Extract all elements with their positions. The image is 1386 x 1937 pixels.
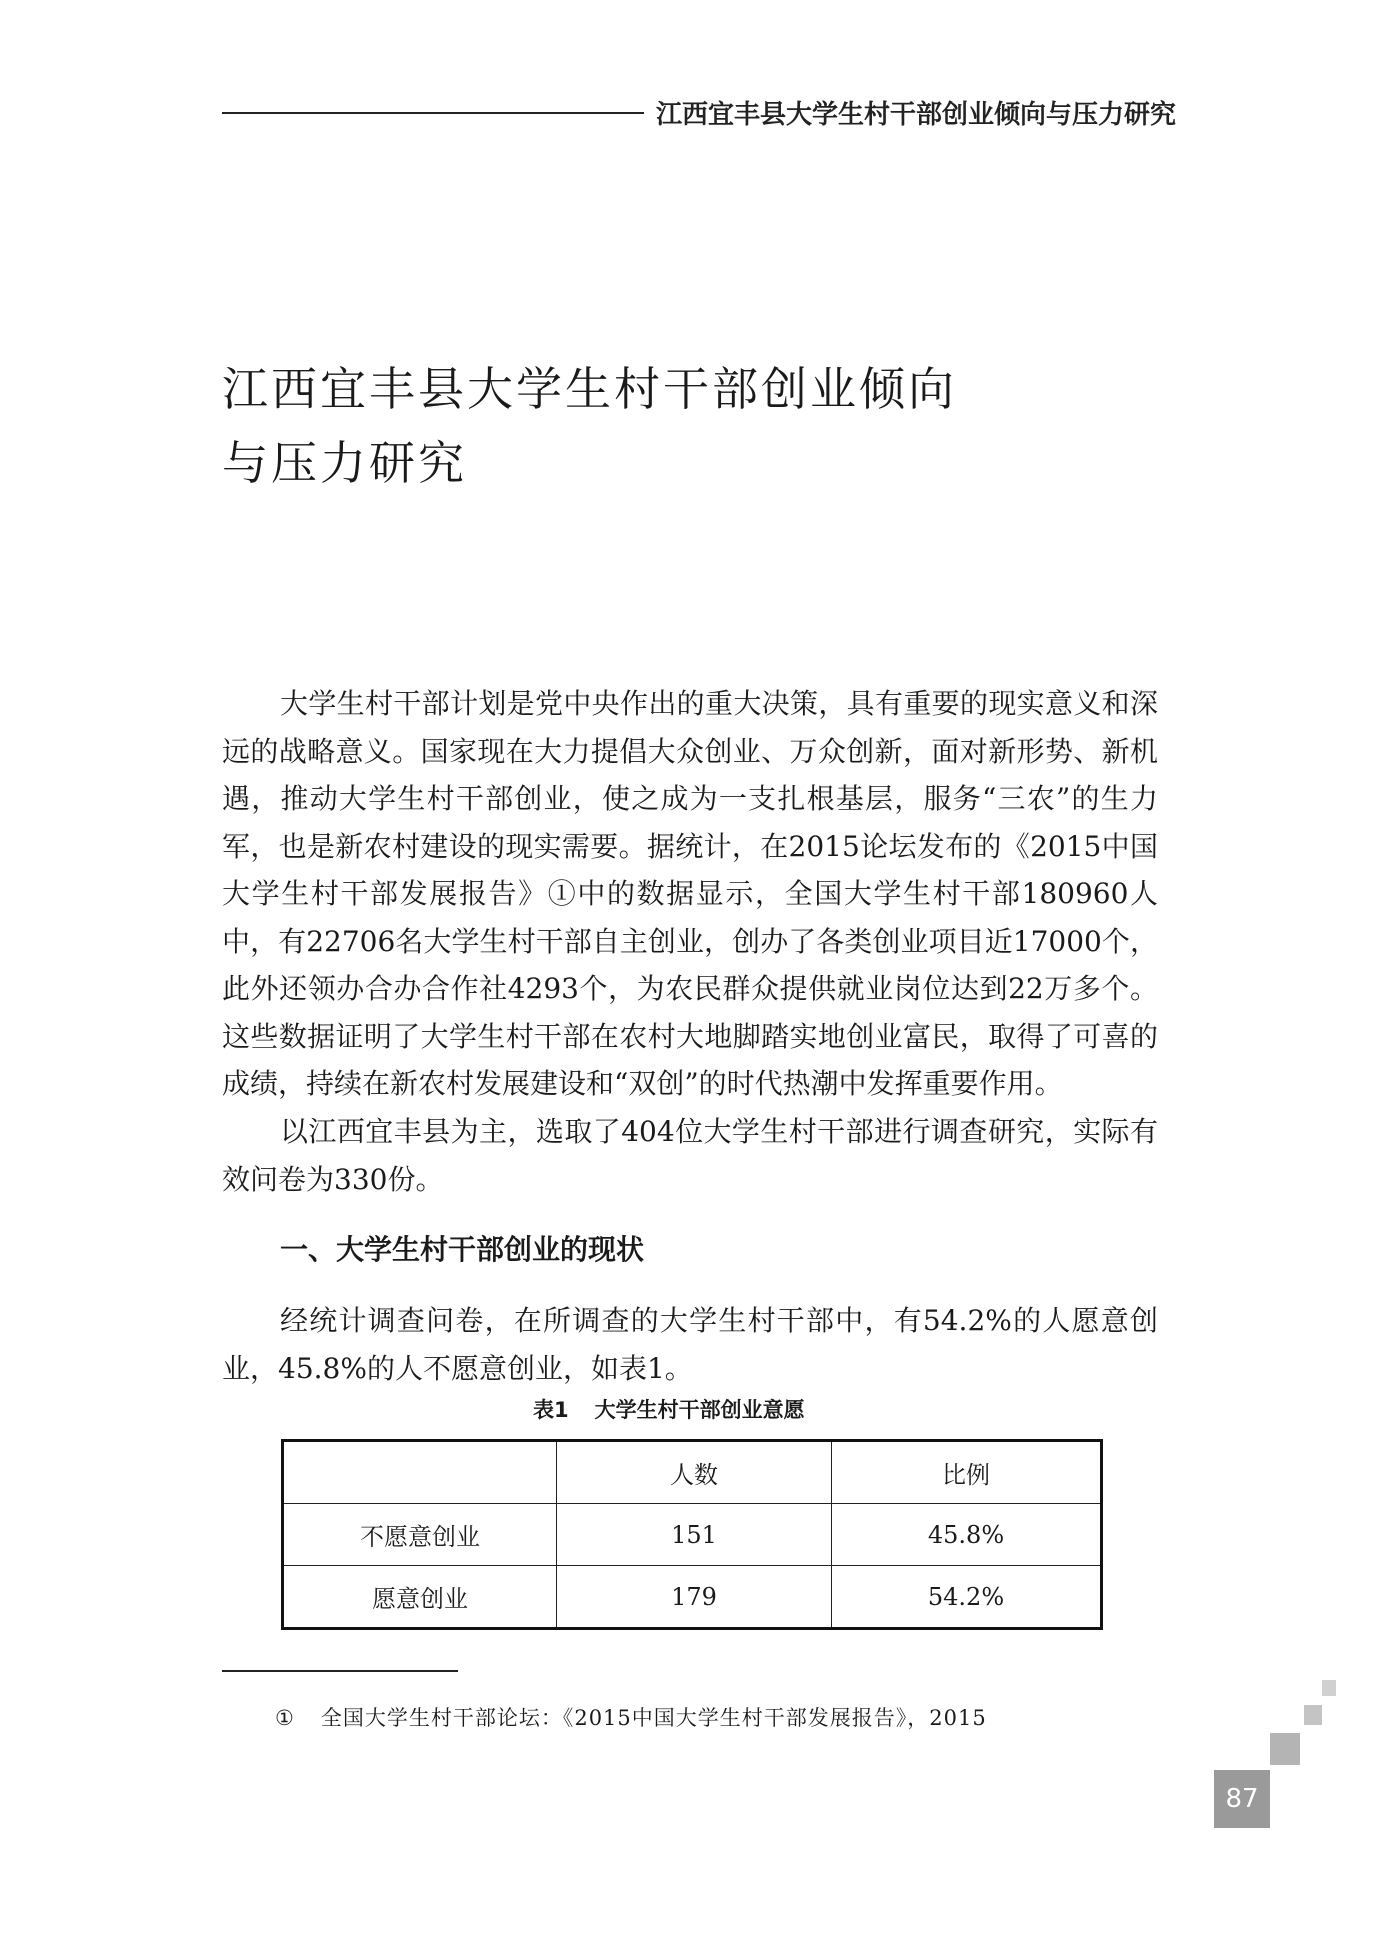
table-header-cell: 人数	[557, 1441, 832, 1504]
table-cell: 愿意创业	[283, 1566, 557, 1629]
decorative-square	[1322, 1680, 1336, 1696]
section-heading: 一、大学生村干部创业的现状	[280, 1233, 645, 1266]
paragraph-3: 经统计调查问卷，在所调查的大学生村干部中，有54.2%的人愿意创业，45.8%的人不愿意创业，如表1。	[222, 1304, 1158, 1385]
table-header-row	[283, 1441, 1102, 1504]
running-head-rule	[222, 112, 644, 114]
table-cell: 不愿意创业	[283, 1504, 557, 1566]
running-head: 江西宜丰县大学生村干部创业倾向与压力研究	[656, 100, 1177, 130]
footnote-rule	[222, 1670, 458, 1672]
article-title	[222, 352, 957, 500]
paragraph-1-block	[222, 680, 1158, 1108]
table-cell: 179	[557, 1566, 832, 1629]
table-caption-label: 表1	[533, 1398, 569, 1422]
footnote-text: 全国大学生村干部论坛：《2015中国大学生村干部发展报告》，2015	[320, 1706, 987, 1730]
table-caption	[533, 1394, 805, 1424]
title-line-2: 与压力研究	[222, 436, 467, 490]
page-number: 87	[1214, 1770, 1270, 1828]
table-row	[283, 1504, 1102, 1566]
table-cell: 151	[557, 1504, 832, 1566]
table-row	[283, 1566, 1102, 1629]
data-table	[281, 1439, 1103, 1630]
footnote	[275, 1702, 987, 1732]
table-header-cell: 比例	[832, 1441, 1102, 1504]
decorative-square	[1270, 1733, 1300, 1765]
table-caption-title: 大学生村干部创业意愿	[594, 1398, 805, 1422]
paragraph-1: 大学生村干部计划是党中央作出的重大决策，具有重要的现实意义和深远的战略意义。国家现在大力提倡大众创业、万众创新，面对新形势、新机遇，推动大学生村干部创业，使之成为一支扎根基层，服务“三农”的生力军，也是新农村建设的现实需要。据统计，在2015论坛发布的《2015中国大学生村干部发展报告》①中的数据显示，全国大学生村干部180960人中，有22706名大学生村干部自主创业，创办了各类创业项目近17000个，此外还领办合办合作社4293个，为农民群众提供就业岗位达到22万多个。这些数据证明了大学生村干部在农村大地脚踏实地创业富民，取得了可喜的成绩，持续在新农村发展建设和“双创”的时代热潮中发挥重要作用。	[222, 687, 1158, 1100]
decorative-square	[1304, 1705, 1322, 1725]
paragraph-2-block	[222, 1108, 1158, 1203]
paragraph-2: 以江西宜丰县为主，选取了404位大学生村干部进行调查研究，实际有效问卷为330份。	[222, 1115, 1158, 1196]
table-cell: 45.8%	[832, 1504, 1102, 1566]
paragraph-3-block	[222, 1297, 1158, 1392]
table-cell: 54.2%	[832, 1566, 1102, 1629]
table-header-cell	[283, 1441, 557, 1504]
title-line-1: 江西宜丰县大学生村干部创业倾向	[222, 362, 957, 416]
footnote-marker: ①	[275, 1706, 295, 1730]
